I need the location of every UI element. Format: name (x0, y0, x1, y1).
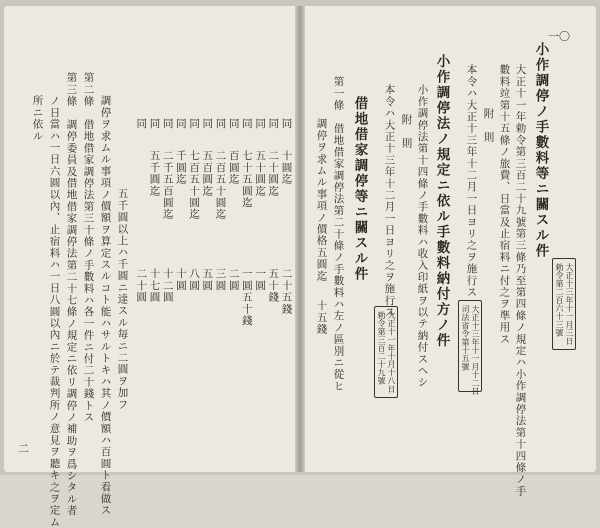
article-1-first-tier: 調停ヲ求ムル事項ノ價格五圓迄 (315, 118, 328, 282)
fee-row-ditto: 同 (174, 118, 187, 130)
supplementary-heading: 附 則 (400, 114, 413, 150)
section-title-1: 小作調停ノ手數料等ニ關スル件 (532, 42, 549, 259)
article-3: 第三條 調停委員及借地借家調停法第二十七條ノ規定ニ依リ調停ノ補助ヲ爲シタル者 (65, 72, 78, 517)
fee-row-value-limit: 五十圓迄 (254, 150, 267, 197)
fee-row-amount: 五十錢 (267, 268, 280, 304)
body-text: 大正十一年勅令第三百二十九號第三條乃至第四條ノ規定ハ小作調停法第十四條ノ手 (514, 64, 527, 497)
fee-schedule-excess-rule: 五千圓以上ハ千圓ニ達スル毎ニ二圓ヲ加フ (116, 188, 129, 411)
article-3-end: 所ニ依ル (31, 95, 44, 142)
fee-row-ditto: 同 (280, 118, 293, 130)
fee-row-ditto: 同 (227, 118, 240, 130)
fee-row-value-limit: 五千圓迄 (148, 150, 161, 197)
page-number-right: 一〇 (548, 30, 570, 43)
fee-row-amount: 一圓 (254, 268, 267, 292)
article-1: 第一條 借地借家調停法第二十條ノ手數料ハ左ノ區別ニ從ヒ (332, 76, 345, 392)
right-page (305, 6, 596, 472)
fee-row-ditto: 同 (135, 118, 148, 130)
book-gutter (295, 6, 305, 472)
fee-row-amount: 八圓 (188, 268, 201, 292)
section-title-2: 小作調停法ノ規定ニ依ル手數料納付方ノ件 (433, 54, 450, 349)
fee-row-amount: 二十五錢 (280, 268, 293, 315)
fee-row-ditto: 同 (214, 118, 227, 130)
fee-row-value-limit: 七百五十圓迄 (188, 150, 201, 221)
fee-first-tier: 十五錢 (315, 300, 328, 336)
fee-row-amount: 二圓 (227, 268, 240, 292)
fee-row-value-limit: 百圓迄 (227, 150, 240, 186)
fee-row-ditto: 同 (267, 118, 280, 130)
supplementary-heading: 附 則 (482, 108, 495, 144)
left-page (4, 6, 295, 472)
fee-row-amount: 十七圓 (148, 268, 161, 304)
fee-row-value-limit: 五百圓迄 (201, 150, 214, 197)
fee-row-amount: 十圓 (174, 268, 187, 292)
section-title-3: 借地借家調停等ニ關スル件 (351, 96, 368, 282)
fee-row-value-limit: 千圓迄 (174, 150, 187, 186)
fee-row-ditto: 同 (161, 118, 174, 130)
body-text: 數料竝第十五條ノ旅費、日當及止宿料ニ付之ヲ準用ス (498, 64, 511, 345)
enforcement-clause: 本令ハ大正十三年十二月一日ヨリ之ヲ施行ス (465, 64, 478, 298)
fee-row-amount: 二十圓 (135, 268, 148, 304)
fee-row-value-limit: 七十五圓迄 (240, 150, 253, 209)
fee-row-amount: 三圓 (214, 268, 227, 292)
fee-row-value-limit: 十圓迄 (280, 150, 293, 186)
enforcement-clause: 本令ハ大正十三年十二月一日ヨリ之ヲ施行ス (383, 84, 396, 318)
article-1-tail: 調停ヲ求ムル事項ノ價額ヲ算定スルコト能ハサルトキハ其ノ價額ハ百圓ト看做ス (99, 95, 112, 517)
page-number-left: 二 (18, 442, 29, 455)
fee-row-ditto: 同 (201, 118, 214, 130)
enactment-note-2: 大正十三年十一月十二日 司法省令第十五號 (458, 300, 482, 392)
article-2: 第二條 借地借家調停法第三十條ノ手數料ハ各一件ニ付二十錢トス (82, 72, 95, 423)
fee-row-ditto: 同 (240, 118, 253, 130)
body-text: 小作調停法第十四條ノ手數料ハ收入印紙ヲ以テ納付スヘシ (416, 84, 429, 389)
fee-row-ditto: 同 (188, 118, 201, 130)
fee-row-amount: 五圓 (201, 268, 214, 292)
fee-row-amount: 一圓五十錢 (240, 268, 253, 327)
fee-row-amount: 十二圓 (161, 268, 174, 304)
fee-row-value-limit: 二百五十圓迄 (214, 150, 227, 221)
enactment-note-1: 大正十三年十一月三日 勅令第二百六十三號 (552, 258, 576, 350)
enactment-note-3: 大正十一年十月十八日 勅令第三百二十九號 (374, 306, 398, 398)
fee-row-ditto: 同 (148, 118, 161, 130)
fee-row-ditto: 同 (254, 118, 267, 130)
fee-row-value-limit: 二千五百圓迄 (161, 150, 174, 221)
fee-row-value-limit: 二十圓迄 (267, 150, 280, 197)
article-3-continued: ノ日當ハ一日六圓以內、止宿料ハ一日八圓以內ニ於テ裁判所ノ意見ヲ聽キ之ヲ定ム (48, 95, 61, 528)
